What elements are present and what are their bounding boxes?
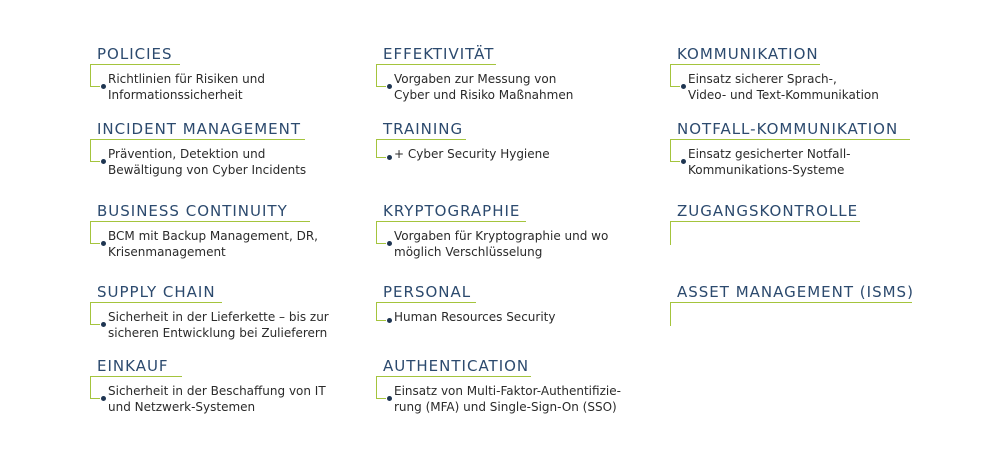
bullet-dot (387, 84, 392, 89)
title-underline (376, 139, 466, 140)
description-line: Sicherheit in der Lieferkette – bis zur (108, 310, 329, 324)
bracket-line (376, 376, 377, 398)
topic-title: EINKAUF (97, 357, 169, 375)
bracket-line (90, 302, 91, 324)
title-underline (376, 376, 531, 377)
topic-description (108, 146, 306, 178)
topic-description (108, 228, 318, 260)
bracket-line (376, 64, 377, 86)
bracket-line (90, 139, 91, 161)
topic-title: POLICIES (97, 45, 173, 63)
title-underline (670, 139, 910, 140)
description-line: Bewältigung von Cyber Incidents (108, 163, 307, 177)
topic-title: PERSONAL (383, 283, 472, 301)
bracket-line (670, 139, 671, 161)
topic-description (394, 71, 573, 103)
bullet-dot (101, 159, 106, 164)
connector-line (376, 243, 386, 244)
topic-title: KOMMUNIKATION (677, 45, 819, 63)
title-underline (376, 64, 496, 65)
description-line: Krisenmanagement (108, 245, 226, 259)
title-underline (90, 139, 305, 140)
bracket-line (376, 221, 377, 243)
topic-description (108, 383, 326, 415)
title-underline (90, 221, 310, 222)
bracket-line (376, 139, 377, 157)
description-line: Sicherheit in der Beschaffung von IT (108, 384, 326, 398)
topic-title: TRAINING (383, 120, 464, 138)
topic-description (394, 309, 555, 325)
title-underline (670, 302, 912, 303)
bracket-line (90, 221, 91, 243)
description-line: BCM mit Backup Management, DR, (108, 229, 318, 243)
description-line: Kommunikations-Systeme (688, 163, 845, 177)
topic-title: EFFEKTIVITÄT (383, 45, 495, 63)
connector-line (670, 86, 680, 87)
title-underline (376, 302, 476, 303)
bullet-dot (101, 241, 106, 246)
connector-line (90, 243, 100, 244)
description-line: Vorgaben zur Messung von (394, 72, 557, 86)
description-line: Video- und Text-Kommunikation (688, 88, 879, 102)
connector-line (376, 398, 386, 399)
description-line: + Cyber Security Hygiene (394, 147, 550, 161)
topic-description (108, 71, 265, 103)
connector-line (376, 157, 386, 158)
connector-line (90, 398, 100, 399)
bullet-dot (101, 84, 106, 89)
title-underline (90, 376, 182, 377)
description-line: möglich Verschlüsselung (394, 245, 543, 259)
bullet-dot (101, 396, 106, 401)
topic-description (394, 228, 608, 260)
title-underline (670, 64, 820, 65)
topic-title: NOTFALL-KOMMUNIKATION (677, 120, 899, 138)
bracket-line (670, 302, 671, 326)
title-underline (670, 221, 860, 222)
connector-line (90, 324, 100, 325)
bracket-line (90, 376, 91, 398)
title-underline (90, 302, 222, 303)
description-line: Einsatz von Multi-Faktor-Authentifizie- (394, 384, 621, 398)
bracket-line (670, 64, 671, 86)
title-underline (376, 221, 526, 222)
topic-title: KRYPTOGRAPHIE (383, 202, 521, 220)
bullet-dot (101, 322, 106, 327)
bullet-dot (387, 241, 392, 246)
description-line: Einsatz gesicherter Notfall- (688, 147, 851, 161)
connector-line (376, 86, 386, 87)
topic-description (688, 146, 851, 178)
description-line: Cyber und Risiko Maßnahmen (394, 88, 574, 102)
title-underline (90, 64, 180, 65)
topic-title: BUSINESS CONTINUITY (97, 202, 288, 220)
bullet-dot (387, 155, 392, 160)
description-line: Human Resources Security (394, 310, 556, 324)
bracket-line (376, 302, 377, 320)
bullet-dot (387, 318, 392, 323)
connector-line (90, 86, 100, 87)
topic-description (688, 71, 879, 103)
topic-description (394, 146, 550, 162)
description-line: rung (MFA) und Single-Sign-On (SSO) (394, 400, 617, 414)
connector-line (376, 320, 386, 321)
topic-title: AUTHENTICATION (383, 357, 530, 375)
bracket-line (670, 221, 671, 245)
description-line: und Netzwerk-Systemen (108, 400, 256, 414)
description-line: Richtlinien für Risiken und (108, 72, 265, 86)
bracket-line (90, 64, 91, 86)
topic-title: INCIDENT MANAGEMENT (97, 120, 302, 138)
description-line: Informationssicherheit (108, 88, 243, 102)
connector-line (90, 161, 100, 162)
topic-description (394, 383, 621, 415)
description-line: Einsatz sicherer Sprach-, (688, 72, 837, 86)
description-line: sicheren Entwicklung bei Zulieferern (108, 326, 328, 340)
topic-description (108, 309, 329, 341)
description-line: Prävention, Detektion und (108, 147, 266, 161)
description-line: Vorgaben für Kryptographie und wo (394, 229, 609, 243)
topic-title: SUPPLY CHAIN (97, 283, 216, 301)
bullet-dot (681, 159, 686, 164)
topic-title: ASSET MANAGEMENT (ISMS) (677, 283, 914, 301)
bullet-dot (387, 396, 392, 401)
bullet-dot (681, 84, 686, 89)
topic-title: ZUGANGSKONTROLLE (677, 202, 859, 220)
connector-line (670, 161, 680, 162)
